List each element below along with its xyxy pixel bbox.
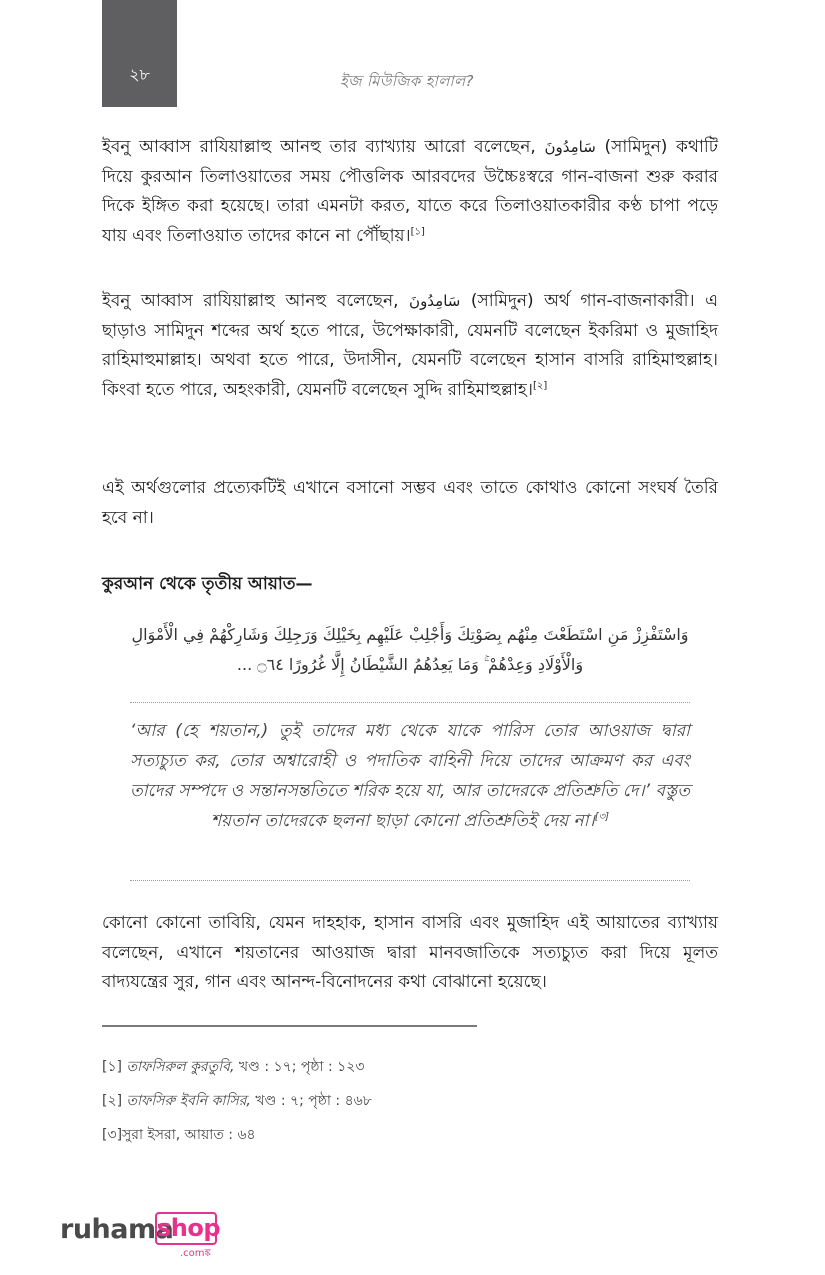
footnotes — [102, 1050, 602, 1152]
verse-translation-text: ‘আর (হে শয়তান,) তুই তাদের মধ্য থেকে যাকে পারিস তোর আওয়াজ দ্বারা সত্যচ্যুত কর, তোর অশ্বারোহী ও পদাতিক বাহিনী দিয়ে তাদের আক্রমণ কর এবং তাদের সম্পদে ও সন্তানসন্ততিতে শরিক হয়ে যা, আর তাদেরকে প্রতিশ্রুতি দে।’ বস্তুত শয়তান তাদেরকে ছলনা ছাড়া কোনো প্রতিশ্রুতিই দেয় না। — [130, 721, 690, 831]
footnote-ref-1: [১] — [410, 225, 425, 237]
logo-domain: .comঙ্ক — [180, 1248, 211, 1259]
page-number: ২৮ — [129, 65, 150, 84]
footnote-ref-3: [৩] — [594, 811, 609, 823]
ruhamashop-logo — [60, 1210, 225, 1260]
footnote-marker: [৩] — [102, 1127, 123, 1143]
running-title: ইজ মিউজিক হালাল? — [340, 72, 474, 90]
footnote-marker: [২] — [102, 1093, 123, 1109]
footnote-detail: খণ্ড : ৭; পৃষ্ঠা : ৪৬৮ — [250, 1093, 372, 1109]
paragraph-1 — [102, 133, 718, 251]
verse-translation — [130, 716, 690, 836]
paragraph-1-text-b: (সামিদুন) কথাটি দিয়ে কুরআন তিলাওয়াতের সময় পৌত্তলিক আরবদের উচ্চৈঃস্বরে গান-বাজনা শুরু করার দিকে ইঙ্গিত করা হয়েছে। তারা এমনটা করত, যাতে করে তিলাওয়াতকারীর কণ্ঠ চাপা পড়ে যায় এবং তিলাওয়াত তাদের কানে না পৌঁছায়। — [102, 137, 719, 246]
paragraph-2 — [102, 287, 718, 405]
footnote-2 — [102, 1084, 602, 1118]
page-number-tab — [102, 0, 177, 107]
footnote-1 — [102, 1050, 602, 1084]
logo-shop-badge: shop — [155, 1212, 217, 1245]
footnote-rule — [102, 1025, 477, 1027]
paragraph-1-text-a: ইবনু আব্বাস রাযিয়াল্লাহু আনহু তার ব্যাখ্যায় আরো বলেছেন, — [102, 137, 536, 157]
paragraph-2-text-b: (সামিদুন) অর্থ গান-বাজনাকারী। এ ছাড়াও সামিদুন শব্দের অর্থ হতে পারে, উপেক্ষাকারী, যেমনটি বলেছেন ইকরিমা ও মুজাহিদ রাহিমাহুমাল্লাহ। অথবা হতে পারে, উদাসীন, যেমনটি বলেছেন হাসান বাসরি রাহিমাহুল্লাহ। কিংবা হতে পারে, অহংকারী, যেমনটি বলেছেন সুদ্দি রাহিমাহুল্লাহ। — [102, 291, 719, 400]
paragraph-4: কোনো কোনো তাবিয়ি, যেমন দাহহাক, হাসান বাসরি এবং মুজাহিদ এই আয়াতের ব্যাখ্যায় বলেছেন, এখানে শয়তানের আওয়াজ দ্বারা মানবজাতিকে সত্যচ্যুত করা দিয়ে মূলত বাদ্যযন্ত্রের সুর, গান এবং আনন্দ-বিনোদনের কথা বোঝানো হয়েছে। — [102, 913, 718, 992]
footnote-source: তাফসিরুল কুরতুবি, — [126, 1059, 235, 1075]
footnote-ref-2: [২] — [532, 379, 548, 391]
footnote-3 — [102, 1118, 602, 1152]
divider-dotted-top — [130, 702, 690, 703]
footnote-source: তাফসিরু ইবনি কাসির, — [126, 1093, 251, 1109]
footnote-detail: খণ্ড : ১৭; পৃষ্ঠা : ১২৩ — [234, 1059, 365, 1075]
paragraph-2-text-a: ইবনু আব্বাস রাযিয়াল্লাহু আনহু বলেছেন, — [102, 291, 399, 311]
arabic-word-samidun: سَامِدُونَ — [544, 138, 596, 156]
footnote-detail: সুরা ইসরা, আয়াত : ৬৪ — [122, 1127, 256, 1143]
arabic-verse: وَاسْتَفْزِزْ مَنِ اسْتَطَعْتَ مِنْهُم بِصَوْتِكَ وَأَجْلِبْ عَلَيْهِم بِخَيْلِكَ وَرَجِلِكَ وَشَارِكْهُمْ فِي الْأَمْوَالِ وَالْأَوْلَادِ وَعِدْهُمْ ۚ وَمَا يَعِدُهُمُ الشَّيْطَانُ إِلَّا غُرُورًا ۝٦٤ ... — [131, 625, 689, 674]
logo-word: ruhama — [60, 1214, 174, 1245]
section-heading: কুরআন থেকে তৃতীয় আয়াত— — [102, 574, 313, 594]
paragraph-3: এই অর্থগুলোর প্রত্যেকটিই এখানে বসানো সম্ভব এবং তাতে কোথাও কোনো সংঘর্ষ তৈরি হবে না। — [102, 478, 718, 528]
footnote-marker: [১] — [102, 1059, 123, 1075]
divider-dotted-bottom — [130, 880, 690, 881]
arabic-word-samidun: سَامِدُونَ — [409, 292, 461, 310]
